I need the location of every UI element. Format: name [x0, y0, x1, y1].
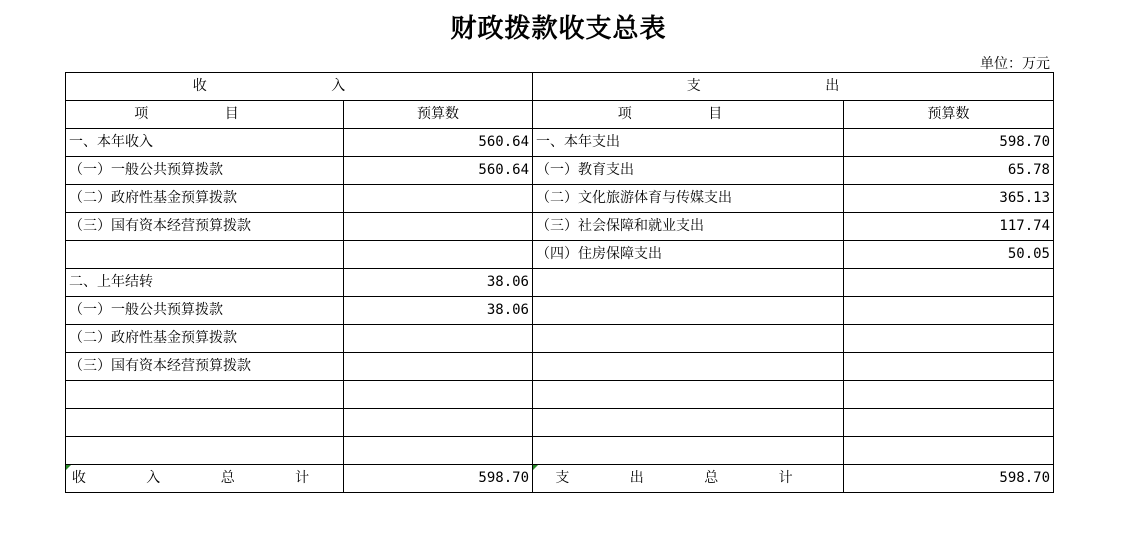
expense-header: 支 出 [533, 73, 1054, 101]
income-amount: 560.64 [344, 129, 533, 157]
expense-amount [844, 381, 1054, 409]
expense-amount [844, 297, 1054, 325]
expense-amount: 117.74 [844, 213, 1054, 241]
expense-item: （一）教育支出 [533, 157, 844, 185]
expense-amount [844, 325, 1054, 353]
table-row [66, 269, 1054, 297]
totals-row [66, 465, 1054, 493]
table-row [66, 437, 1054, 465]
table-row [66, 297, 1054, 325]
table-row [66, 353, 1054, 381]
income-item: （三）国有资本经营预算拨款 [66, 213, 344, 241]
expense-item [533, 297, 844, 325]
income-item: （一）一般公共预算拨款 [66, 157, 344, 185]
income-amount [344, 325, 533, 353]
expense-item: （四）住房保障支出 [533, 241, 844, 269]
expense-amount [844, 409, 1054, 437]
income-amount [344, 185, 533, 213]
expense-amount: 50.05 [844, 241, 1054, 269]
income-item: 二、上年结转 [66, 269, 344, 297]
income-item-header: 项 目 [66, 101, 344, 129]
column-header-row [66, 101, 1054, 129]
income-total-label: 收 入 总 计 [66, 465, 344, 493]
expense-amount: 365.13 [844, 185, 1054, 213]
expense-item [533, 409, 844, 437]
expense-item: 一、本年支出 [533, 129, 844, 157]
expense-amount [844, 437, 1054, 465]
income-amount [344, 353, 533, 381]
expense-item [533, 325, 844, 353]
income-item [66, 381, 344, 409]
expense-item: （二）文化旅游体育与传媒支出 [533, 185, 844, 213]
expense-amount [844, 353, 1054, 381]
unit-label: 单位：万元 [980, 56, 1050, 72]
table-row [66, 129, 1054, 157]
budget-table [65, 72, 1054, 493]
expense-item [533, 269, 844, 297]
income-budget-header: 预算数 [344, 101, 533, 129]
expense-amount: 598.70 [844, 129, 1054, 157]
expense-amount [844, 269, 1054, 297]
income-amount [344, 409, 533, 437]
income-item: （二）政府性基金预算拨款 [66, 325, 344, 353]
section-header-row [66, 73, 1054, 101]
page-title: 财政拨款收支总表 [450, 14, 667, 44]
income-amount [344, 241, 533, 269]
income-amount: 38.06 [344, 297, 533, 325]
income-item [66, 409, 344, 437]
income-item: （二）政府性基金预算拨款 [66, 185, 344, 213]
income-item: （一）一般公共预算拨款 [66, 297, 344, 325]
table-row [66, 325, 1054, 353]
table-row [66, 409, 1054, 437]
income-item: 一、本年收入 [66, 129, 344, 157]
income-item [66, 437, 344, 465]
table-row [66, 241, 1054, 269]
table-row [66, 381, 1054, 409]
expense-item [533, 353, 844, 381]
income-amount [344, 213, 533, 241]
table-row [66, 213, 1054, 241]
expense-item: （三）社会保障和就业支出 [533, 213, 844, 241]
expense-item-header: 项 目 [533, 101, 844, 129]
table-row [66, 157, 1054, 185]
expense-total-amount: 598.70 [844, 465, 1054, 493]
income-amount: 38.06 [344, 269, 533, 297]
expense-item [533, 437, 844, 465]
income-amount [344, 437, 533, 465]
income-item: （三）国有资本经营预算拨款 [66, 353, 344, 381]
income-total-amount: 598.70 [344, 465, 533, 493]
income-amount [344, 381, 533, 409]
income-item [66, 241, 344, 269]
table-row [66, 185, 1054, 213]
expense-amount: 65.78 [844, 157, 1054, 185]
expense-budget-header: 预算数 [844, 101, 1054, 129]
expense-total-label: 支 出 总 计 [533, 465, 844, 493]
income-amount: 560.64 [344, 157, 533, 185]
expense-item [533, 381, 844, 409]
income-header: 收 入 [66, 73, 533, 101]
